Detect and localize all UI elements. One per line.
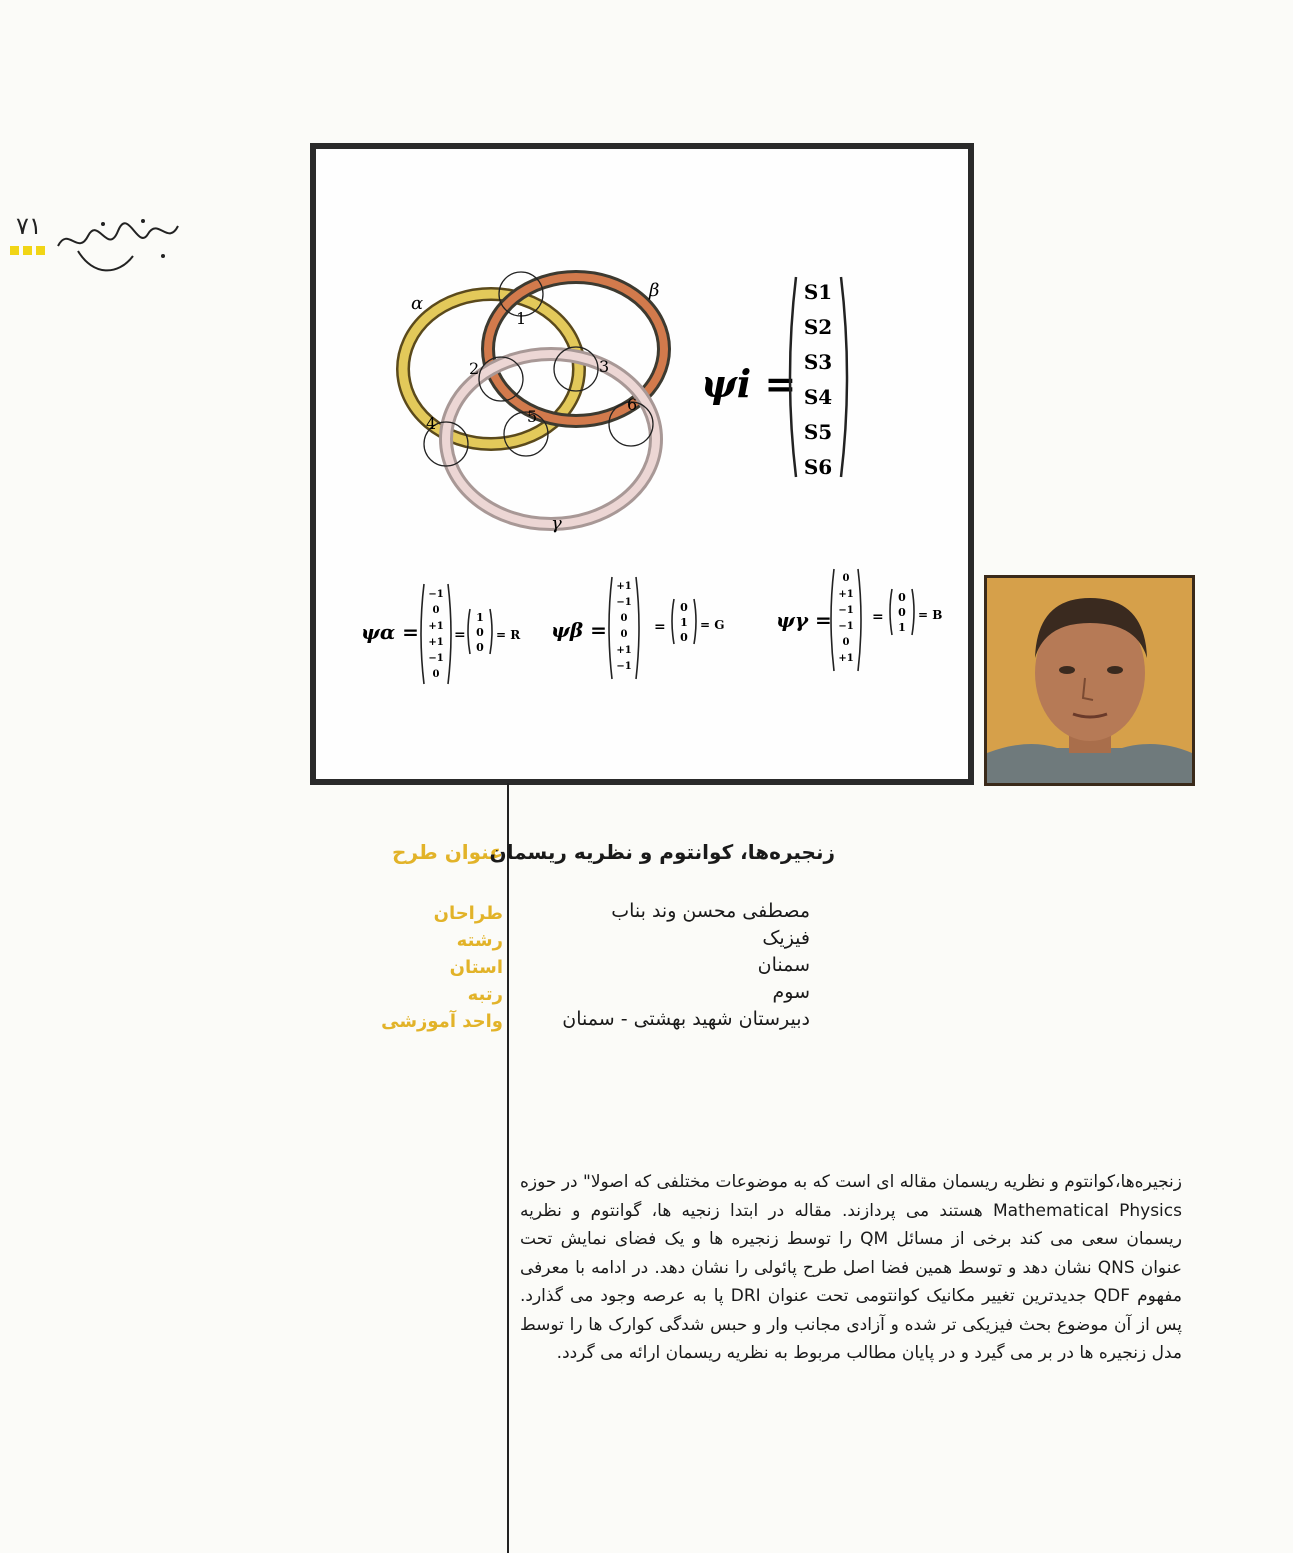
value-field: فیزیک — [762, 927, 810, 949]
vector-entry: +1 — [616, 645, 632, 656]
psi-matrices — [356, 559, 956, 699]
label-province: استان — [449, 957, 503, 978]
result-entry: 1 — [476, 611, 484, 624]
column-divider — [507, 783, 509, 1553]
vector-entry: −1 — [428, 653, 444, 664]
result-entry: 1 — [898, 621, 906, 634]
vector-entry: 0 — [842, 637, 850, 648]
vector-entry: 0 — [432, 669, 440, 680]
vector-entry: −1 — [838, 621, 854, 632]
vector-entry: +1 — [428, 621, 444, 632]
color-r: = R — [496, 628, 521, 642]
s-entry: S2 — [803, 315, 833, 339]
psi-gamma-label: ψγ = — [776, 608, 832, 632]
s-entry: S6 — [803, 455, 833, 479]
color-g: = G — [700, 618, 725, 632]
label-school: واحد آموزشی — [381, 1011, 503, 1032]
result-entry: 0 — [898, 606, 906, 619]
value-school: دبیرستان شهید بهشتی - سمنان — [562, 1008, 810, 1030]
page-number: ۷۱ — [16, 212, 42, 240]
result-entry: 0 — [898, 591, 906, 604]
value-province: سمنان — [757, 954, 810, 976]
s-entry: S4 — [803, 385, 833, 409]
crossing-5: 5 — [527, 407, 538, 426]
figure-frame — [310, 143, 974, 785]
vector-entry: +1 — [838, 589, 854, 600]
festival-logo — [48, 206, 188, 286]
crossing-1: 1 — [516, 309, 527, 328]
vector-entry: 0 — [620, 613, 628, 624]
s-entry: S3 — [803, 350, 833, 374]
knot-diagram — [391, 264, 691, 544]
value-designers: مصطفی محسن وند بناب — [611, 900, 810, 922]
author-photo — [984, 575, 1195, 786]
vector-entry: +1 — [616, 581, 632, 592]
svg-text:=: = — [454, 627, 466, 643]
crossing-4: 4 — [426, 414, 437, 433]
vector-entry: 0 — [620, 629, 628, 640]
svg-text:=: = — [654, 619, 666, 635]
crossing-3: 3 — [599, 357, 610, 376]
abstract-text: زنجیره‌ها،کوانتوم و نظریه ریسمان مقاله ای است که به موضوعات مختلفی که اصولا" در حوزه Mathematical Physics هستند می پردازند. مقاله در ابتدا زنجیه ها، گوانتوم و نظریه ریسمان سعی می کند برخی از مسائل QM را توسط زنجیره ها و یک فضای نمایش تحت عنوان QNS نشان دهد و توسط همین فضا اصل طرح پائولی را نشان دهد. در ادامه با معرفی مفهوم QDF جدیدترین تغییر مکانیک کوانتومی تحت عنوان DRI پا به عرصه وجود می گذارد. پس از آن موضوع بحث فیزیکی تر شده و آزادی مجانب وار و حبس شدگی کوارک ها را توسط مدل زنجیره ها در بر می گیرد و در پایان مطالب مربوط به نظریه ریسمان ارائه می گردد. — [520, 1172, 1182, 1363]
project-title: زنجیره‌ها، کوانتوم و نظریه ریسمان — [489, 840, 835, 864]
psi-alpha-label: ψα = — [361, 620, 419, 644]
result-entry: 0 — [680, 601, 688, 614]
result-entry: 0 — [476, 641, 484, 654]
psi-i-equation — [696, 267, 866, 487]
field-labels — [381, 900, 503, 1035]
vector-entry: −1 — [616, 597, 632, 608]
result-entry: 0 — [476, 626, 484, 639]
label-designers: طراحان — [433, 903, 503, 924]
page-dots — [10, 246, 45, 255]
label-rank: رتبه — [467, 984, 503, 1005]
color-b: = B — [918, 608, 943, 622]
label-gamma: γ — [551, 513, 562, 534]
vector-entry: −1 — [428, 589, 444, 600]
vector-entry: +1 — [428, 637, 444, 648]
s-entry: S5 — [803, 420, 833, 444]
psi-beta-label: ψβ = — [551, 618, 607, 642]
label-field: رشته — [456, 930, 503, 951]
value-rank: سوم — [772, 981, 810, 1003]
vector-entry: −1 — [838, 605, 854, 616]
crossing-2: 2 — [469, 359, 480, 378]
svg-text:=: = — [872, 609, 884, 625]
result-entry: 0 — [680, 631, 688, 644]
crossing-6: 6 — [627, 395, 638, 414]
label-alpha: α — [411, 293, 424, 314]
s-entry: S1 — [803, 280, 833, 304]
field-values — [520, 898, 810, 1033]
vector-entry: +1 — [838, 653, 854, 664]
vector-entry: 0 — [432, 605, 440, 616]
title-label: عنوان طرح — [392, 840, 503, 864]
vector-entry: 0 — [842, 573, 850, 584]
psi-i-label: ψi = — [701, 361, 797, 406]
vector-entry: −1 — [616, 661, 632, 672]
result-entry: 1 — [680, 616, 688, 629]
label-beta: β — [649, 280, 660, 301]
